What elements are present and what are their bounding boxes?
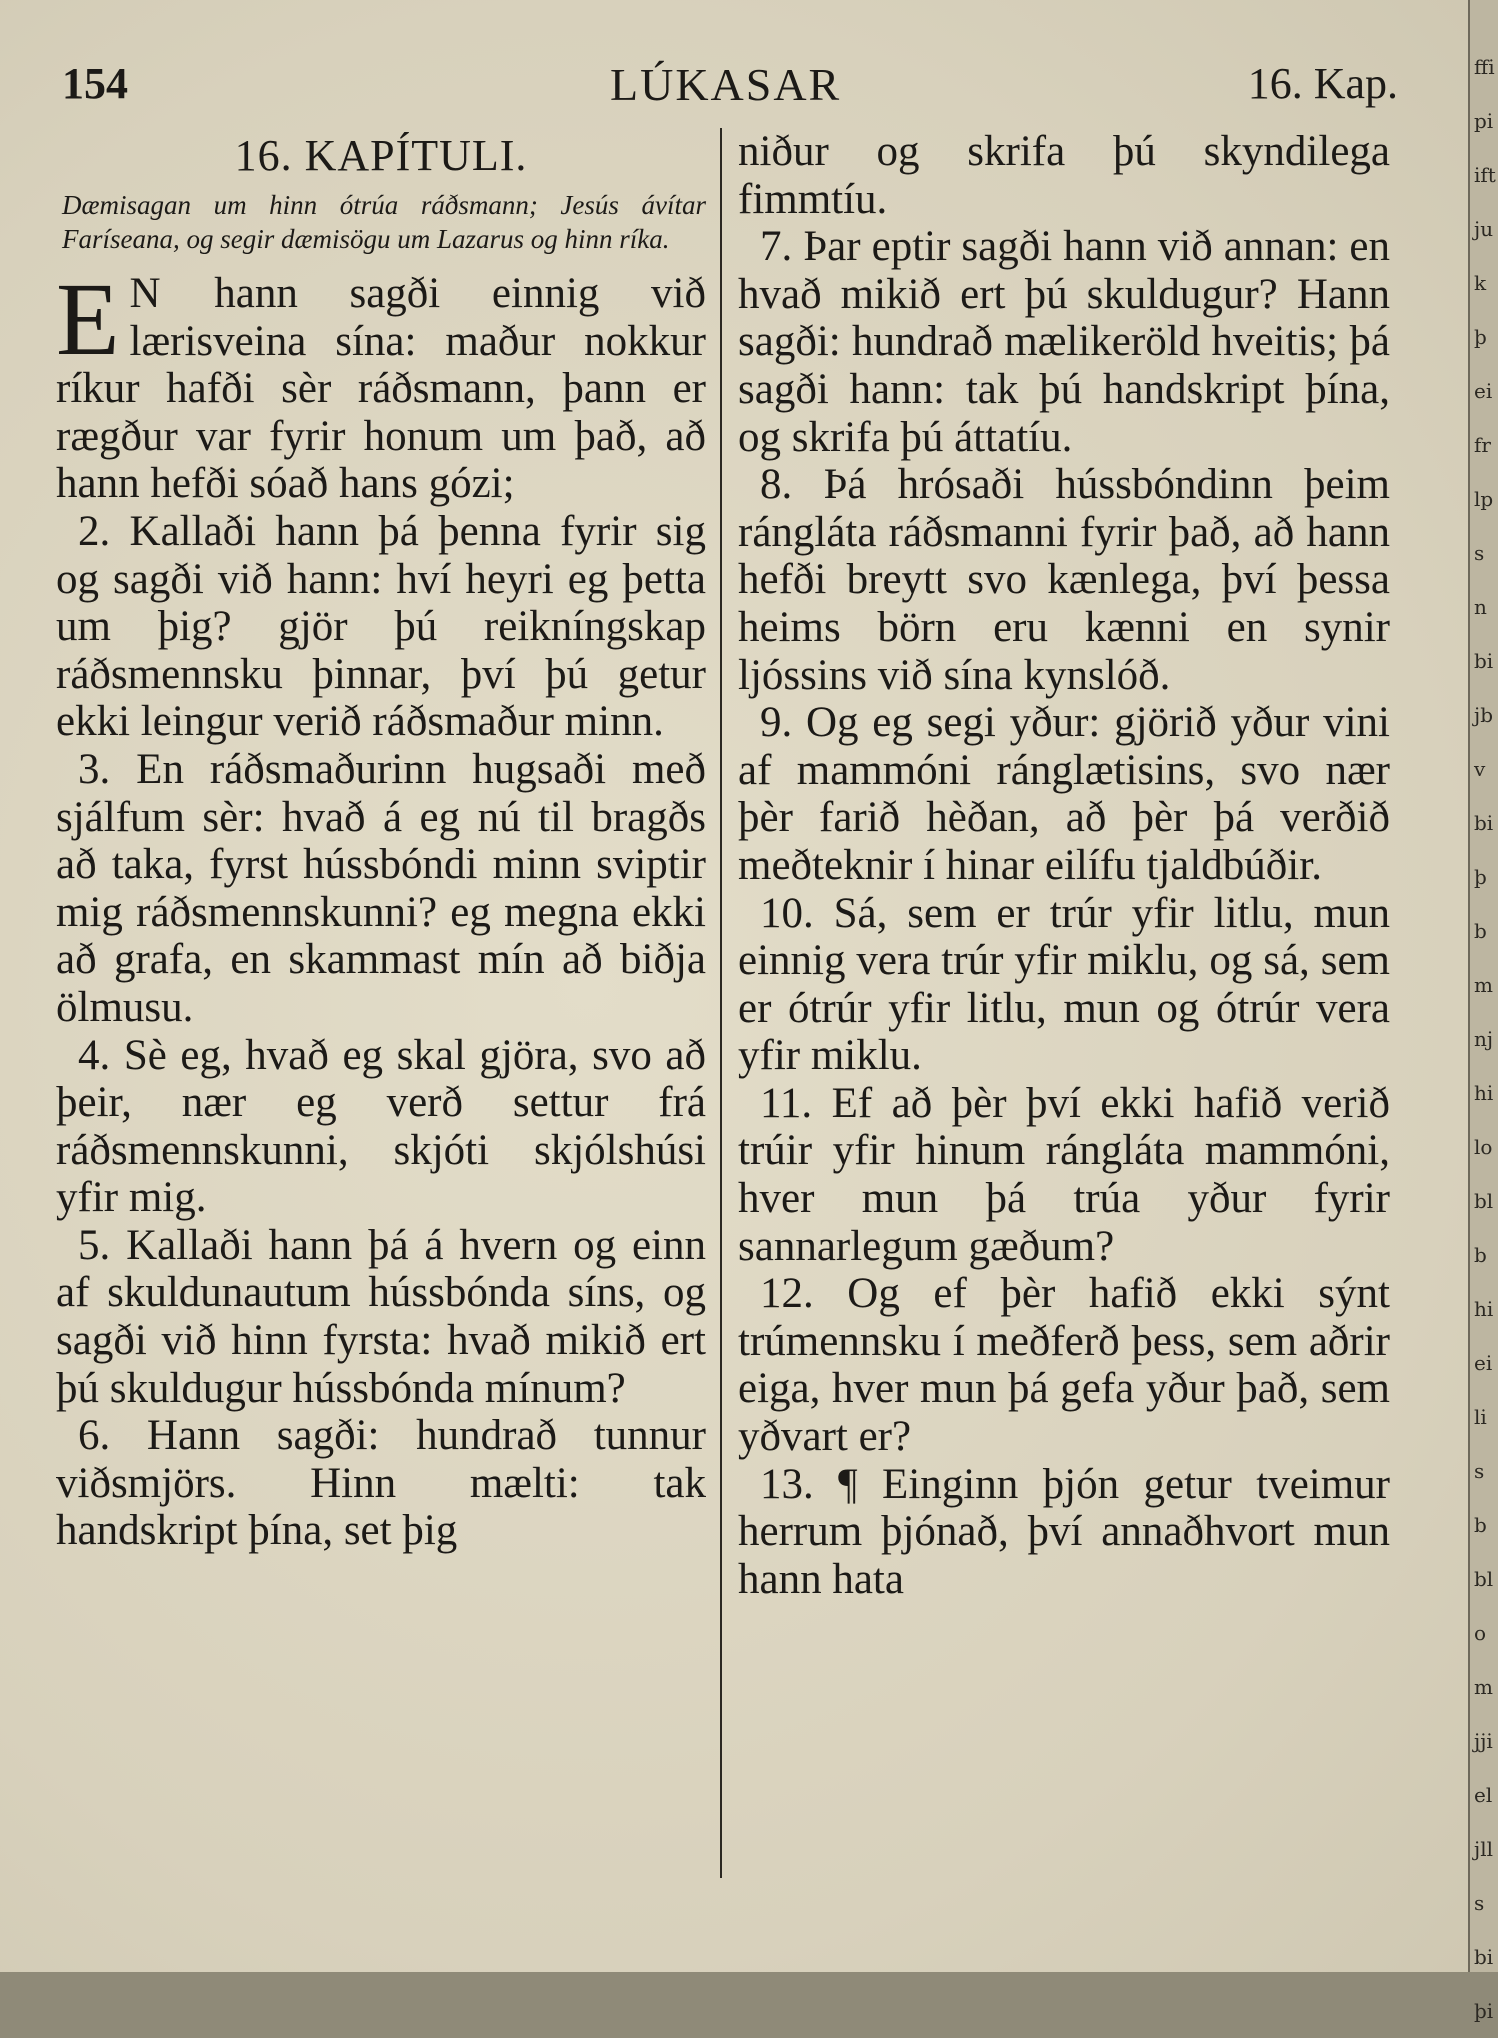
verse-8: 8. Þá hrósaði hússbóndinn þeim rángláta ráðsmanni fyrir það, að hann hefði breytt svo kænlega, því þessa heims börn eru kænni en synir ljóssins við sína kynslóð. [738,461,1390,699]
verse-11: 11. Ef að þèr því ekki hafið verið trúir yfir hinum rángláta mammóni, hver mun þá trúa yður fyrir sannarlegum gæðum? [738,1079,1390,1270]
verse-13: 13. ¶ Einginn þjón getur tveimur herrum þjónað, því annaðhvort mun hann hata [738,1460,1390,1603]
verse-6: 6. Hann sagði: hundrað tunnur viðsmjörs. Hinn mælti: tak handskript þína, set þig [56,1412,706,1555]
verse-7: 7. Þar eptir sagði hann við annan: en hvað mikið ert þú skuldugur? Hann sagði: hundrað mælikeröld hveitis; þá sagði hann: tak þú handskript þína, og skrifa þú áttatíu. [738,223,1390,461]
chapter-reference: 16. Kap. [1247,59,1398,108]
verse-10: 10. Sá, sem er trúr yfir litlu, mun einnig vera trúr yfir miklu, og sá, sem er ótrúr yfir litlu, mun og ótrúr vera yfir miklu. [738,889,1390,1080]
right-column [738,128,1390,1603]
page-header [62,58,1398,118]
drop-cap: E [56,262,120,377]
column-divider [720,128,722,1878]
verse-1 [56,262,706,508]
verse-12: 12. Og ef þèr hafið ekki sýnt trúmennsku í meðferð þess, sem aðrir eiga, hver mun þá gefa yður það, sem yðvart er? [738,1270,1390,1461]
verse-2: 2. Kallaði hann þá þenna fyrir sig og sagði við hann: hví heyri eg þetta um þig? gjör þú reikníngskap ráðsmennsku þinnar, því þú getur ekki leingur verið ráðsmaður minn. [56,507,706,746]
verse-4: 4. Sè eg, hvað eg skal gjöra, svo að þeir, nær eg verð settur frá ráðsmennskunni, skjóti skjólshúsi yfir mig. [56,1031,706,1222]
running-title: LÚKASAR [610,59,842,110]
chapter-heading: 16. KAPÍTULI. [234,131,528,180]
chapter-summary: Dæmisagan um hinn ótrúa ráðsmann; Jesús ávítar Faríseana, og segir dæmisögu um Lazarus og hinn ríka. [62,190,706,254]
left-column [56,128,706,1555]
facing-page-edge [1468,0,1498,2023]
facing-page-letters: ffipiiftjukþeifrlpsnbijbvbiþbmnjhiloblbhieilisbblomjjieljllsbiþi [1474,55,1496,2023]
verse-6-continued: niður og skrifa þú skyndilega fimmtíu. [738,128,1390,223]
verse-5: 5. Kallaði hann þá á hvern og einn af skuldunautum hússbónda síns, og sagði við hinn fyrsta: hvað mikið ert þú skuldugur hússbónda mínum? [56,1221,706,1412]
page-number: 154 [62,59,128,108]
verse-1-first-letters: N [129,270,163,317]
verse-9: 9. Og eg segi yður: gjörið yður vini af mammóni ránglætisins, svo nær þèr farið hèðan, að þèr þá verðið meðteknir í hinar eilífu tjaldbúðir. [738,699,1390,889]
verse-1-text: hann sagði einnig við lærisveina sína: maður nokkur ríkur hafði sèr ráðsmann, þann er rægður var fyrir honum um það, að hann hefði sóað hans gózi; [56,270,706,508]
verse-3: 3. En ráðsmaðurinn hugsaði með sjálfum sèr: hvað á eg nú til bragðs að taka, fyrst hússbóndi minn sviptir mig ráðsmennskunni? eg megna ekki að grafa, en skammast mín að biðja ölmusu. [56,745,706,1031]
